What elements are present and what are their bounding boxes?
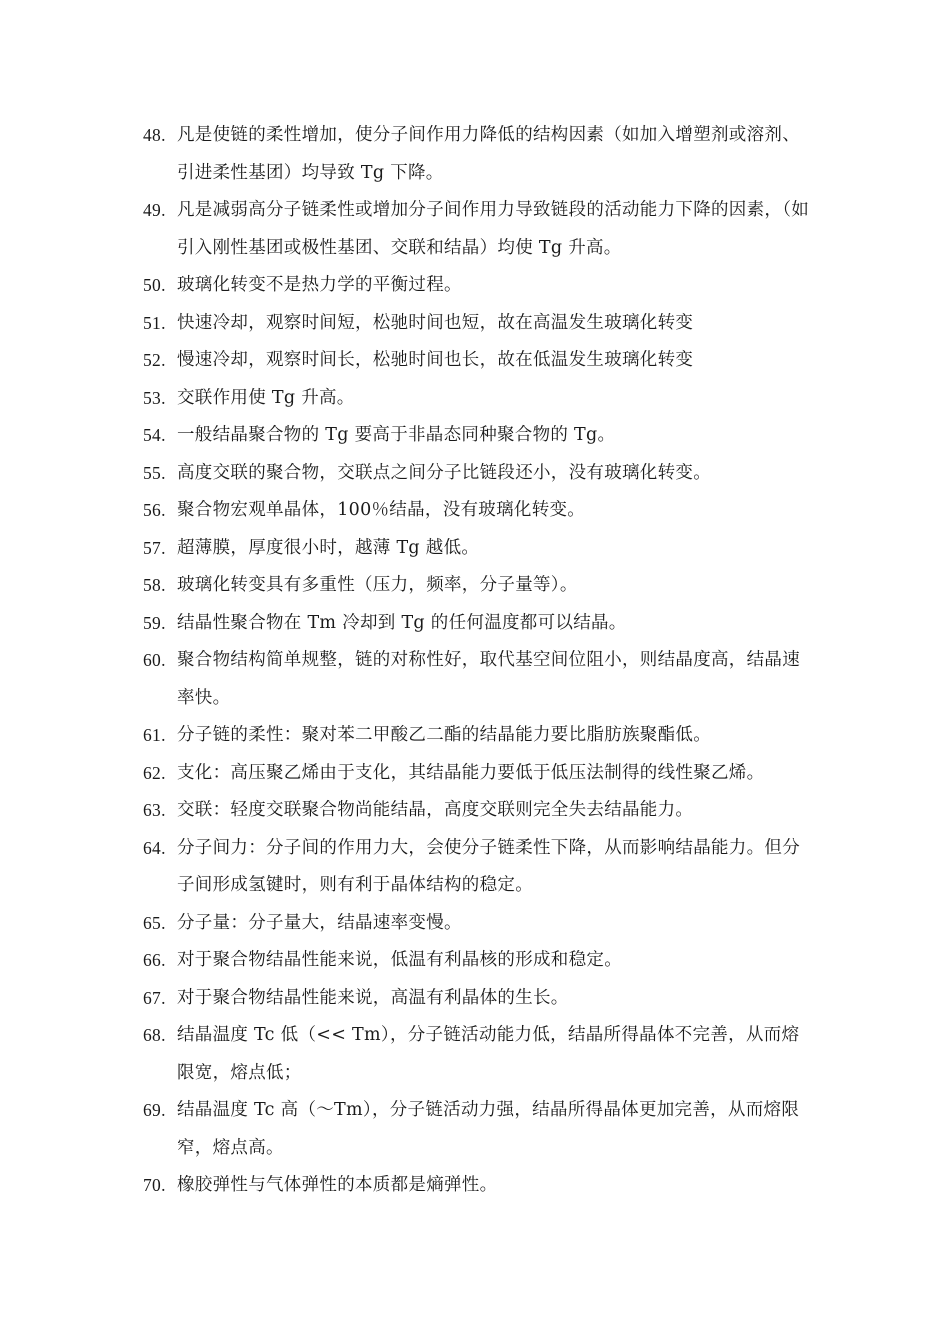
list-item xyxy=(143,642,813,717)
list-item xyxy=(143,455,813,493)
item-text: 分子间力：分子间的作用力大，会使分子链柔性下降，从而影响结晶能力。但分子间形成氢键时，则有利于晶体结构的稳定。 xyxy=(177,837,800,895)
list-item xyxy=(143,1092,813,1167)
list-item xyxy=(143,905,813,943)
list-item xyxy=(143,305,813,343)
item-text: 慢速冷却，观察时间长，松驰时间也长，故在低温发生玻璃化转变 xyxy=(177,350,694,370)
list-item xyxy=(143,192,813,267)
list-item xyxy=(143,717,813,755)
list-item xyxy=(143,830,813,905)
list-item xyxy=(143,755,813,793)
item-text: 交联：轻度交联聚合物尚能结晶，高度交联则完全失去结晶能力。 xyxy=(177,800,694,820)
item-number: 48. xyxy=(143,125,166,145)
list-item xyxy=(143,942,813,980)
item-text: 聚合物宏观单晶体，100％结晶，没有玻璃化转变。 xyxy=(177,500,586,520)
item-number: 60. xyxy=(143,650,166,670)
item-text: 结晶温度 Tc 高（～Tm），分子链活动力强，结晶所得晶体更加完善，从而熔限窄，熔点高。 xyxy=(177,1100,800,1158)
item-number: 55. xyxy=(143,462,166,483)
item-text: 高度交联的聚合物，交联点之间分子比链段还小，没有玻璃化转变。 xyxy=(177,462,711,483)
item-number: 54. xyxy=(143,425,166,445)
item-text: 分子量：分子量大，结晶速率变慢。 xyxy=(177,912,462,933)
item-number: 70. xyxy=(143,1175,166,1195)
item-text: 交联作用使 Tg 升高。 xyxy=(177,387,355,408)
list-item xyxy=(143,1167,813,1205)
item-number: 67. xyxy=(143,987,166,1008)
item-text: 凡是使链的柔性增加，使分子间作用力降低的结构因素（如加入增塑剂或溶剂、引进柔性基团）均导致 Tg 下降。 xyxy=(177,125,800,183)
list-item xyxy=(143,792,813,830)
item-number: 51. xyxy=(143,312,166,333)
list-item xyxy=(143,117,813,192)
item-number: 62. xyxy=(143,762,166,783)
item-text: 聚合物结构简单规整，链的对称性好，取代基空间位阻小，则结晶度高，结晶速率快。 xyxy=(177,650,800,708)
item-number: 61. xyxy=(143,725,166,745)
item-text: 玻璃化转变具有多重性（压力，频率，分子量等）。 xyxy=(177,575,578,595)
item-number: 69. xyxy=(143,1100,166,1120)
list-item xyxy=(143,267,813,305)
item-number: 66. xyxy=(143,950,166,970)
item-text: 一般结晶聚合物的 Tg 要高于非晶态同种聚合物的 Tg。 xyxy=(177,425,616,445)
list-item xyxy=(143,417,813,455)
item-text: 对于聚合物结晶性能来说，高温有利晶体的生长。 xyxy=(177,987,569,1008)
item-number: 52. xyxy=(143,350,166,370)
item-number: 63. xyxy=(143,800,166,820)
item-text: 快速冷却，观察时间短，松驰时间也短，故在高温发生玻璃化转变 xyxy=(177,312,694,333)
item-text: 结晶温度 Tc 低（<< Tm），分子链活动能力低，结晶所得晶体不完善，从而熔限宽，熔点低； xyxy=(177,1025,800,1083)
item-text: 结晶性聚合物在 Tm 冷却到 Tg 的任何温度都可以结晶。 xyxy=(177,612,627,633)
list-item xyxy=(143,380,813,418)
item-number: 58. xyxy=(143,575,166,595)
item-number: 57. xyxy=(143,537,166,558)
list-item xyxy=(143,980,813,1018)
numbered-statement-list xyxy=(143,117,813,1205)
item-number: 53. xyxy=(143,387,166,408)
item-number: 65. xyxy=(143,912,166,933)
list-item xyxy=(143,567,813,605)
item-number: 50. xyxy=(143,275,166,295)
list-item xyxy=(143,342,813,380)
item-number: 59. xyxy=(143,612,166,633)
item-text: 橡胶弹性与气体弹性的本质都是熵弹性。 xyxy=(177,1175,498,1195)
item-text: 对于聚合物结晶性能来说，低温有利晶核的形成和稳定。 xyxy=(177,950,622,970)
item-text: 支化：高压聚乙烯由于支化，其结晶能力要低于低压法制得的线性聚乙烯。 xyxy=(177,762,765,783)
item-text: 分子链的柔性：聚对苯二甲酸乙二酯的结晶能力要比脂肪族聚酯低。 xyxy=(177,725,711,745)
item-text: 凡是减弱高分子链柔性或增加分子间作用力导致链段的活动能力下降的因素，（如引入刚性基团或极性基团、交联和结晶）均使 Tg 升高。 xyxy=(177,200,810,258)
list-item xyxy=(143,492,813,530)
item-number: 49. xyxy=(143,200,166,220)
item-text: 超薄膜，厚度很小时，越薄 Tg 越低。 xyxy=(177,537,480,558)
item-number: 56. xyxy=(143,500,166,520)
list-item xyxy=(143,1017,813,1092)
item-number: 68. xyxy=(143,1025,166,1045)
list-item xyxy=(143,605,813,643)
item-text: 玻璃化转变不是热力学的平衡过程。 xyxy=(177,275,462,295)
item-number: 64. xyxy=(143,837,166,858)
list-item xyxy=(143,530,813,568)
